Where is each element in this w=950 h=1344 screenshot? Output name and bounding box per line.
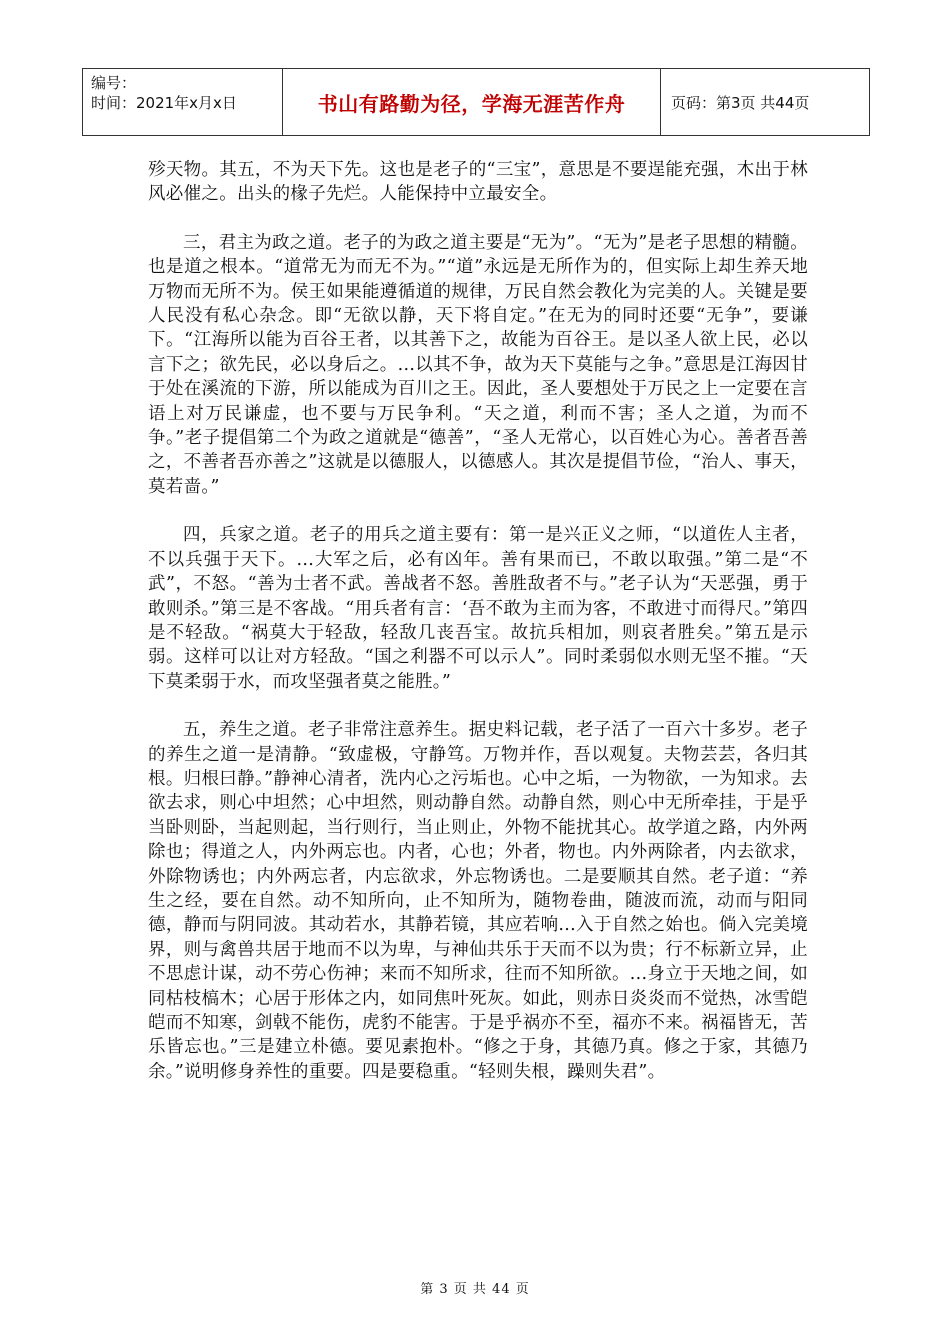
document-date-label: 时间：2021年x月x日: [91, 94, 237, 112]
paragraph-health: 五，养生之道。老子非常注意养生。据史料记载，老子活了一百六十多岁。老子的养生之道一是清静。“致虚极，守静笃。万物并作，吾以观复。夫物芸芸，各归其根。归根曰静。”静神心清者，洗内心之污垢也。心中之垢，一为物欲，一为知求。去欲去求，则心中坦然；心中坦然，则动静自然。动静自然，则心中无所牵挂，于是乎当卧则卧，当起则起，当行则行，当止则止，外物不能扰其心。故学道之路，内外两除也；得道之人，内外两忘也。内者，心也；外者，物也。内外两除者，内去欲求，外除物诱也；内外两忘者，内忘欲求，外忘物诱也。二是要顺其自然。老子道：“养生之经，要在自然。动不知所向，止不知所为，随物卷曲，随波而流，动而与阳同德，静而与阴同波。其动若水，其静若镜，其应若响...入于自然之始也。倘入完美境界，则与禽兽共居于地而不以为卑，与神仙共乐于天而不以为贵；行不标新立异，止不思虑计谋，动不劳心伤神；来而不知所求，往而不知所欲。...身立于天地之间，如同枯枝槁木；心居于形体之内，如同焦叶死灰。如此，则赤日炎炎而不觉热，冰雪皑皑而不知寒，剑戟不能伤，虎豹不能害。于是乎祸亦不至，福亦不来。祸福皆无，苦乐皆忘也。”三是建立朴德。要见素抱朴。“修之于身，其德乃真。修之于家，其德乃余。”说明修身养性的重要。四是要稳重。“轻则失根，躁则失君”。: [148, 720, 808, 1082]
paragraph-continuation: 殄天物。其五，不为天下先。这也是老子的“三宝”，意思是不要逞能充强，木出于林风必催之。出头的椽子先烂。人能保持中立最安全。: [148, 160, 808, 205]
header-motto: 书山有路勤为径，学海无涯苦作舟: [283, 69, 661, 135]
paragraph-military: 四，兵家之道。老子的用兵之道主要有：第一是兴正义之师，“以道佐人主者，不以兵强于天下。...大军之后，必有凶年。善有果而已，不敢以取强。”第二是“不武”，不怒。“善为士者不武。善战者不怒。善胜敌者不与。”老子认为“天恶强，勇于敢则杀。”第三是不客战。“用兵者有言：‘吾不敢为主而为客，不敢进寸而得尺。”第四是不轻敌。“祸莫大于轻敌，轻敌几丧吾宝。故抗兵相加，则哀者胜矣。”第五是示弱。这样可以让对方轻敌。“国之利器不可以示人”。同时柔弱似水则无坚不摧。“天下莫柔弱于水，而攻坚强者莫之能胜。”: [148, 525, 808, 692]
page-footer: 第 3 页 共 44 页: [420, 1282, 530, 1297]
header-info-cell: [83, 69, 283, 135]
document-body: [148, 158, 808, 1108]
header-table: [82, 68, 870, 136]
paragraph-governance: 三，君主为政之道。老子的为政之道主要是“无为”。“无为”是老子思想的精髓。也是道之根本。“道常无为而无不为。”“道”永远是无所作为的，但实际上却生养天地万物而无所不为。侯王如果能遵循道的规律，万民自然会教化为完美的人。关键是要人民没有私心杂念。即“无欲以静，天下将自定。”在无为的同时还要“无争”，要谦下。“江海所以能为百谷王者，以其善下之，故能为百谷王。是以圣人欲上民，必以言下之；欲先民，必以身后之。...以其不争，故为天下莫能与之争。”意思是江海因甘于处在溪流的下游，所以能成为百川之王。因此，圣人要想处于万民之上一定要在言语上对万民谦虚，也不要与万民争利。“天之道，利而不害；圣人之道，为而不争。”老子提倡第二个为政之道就是“德善”，“圣人无常心，以百姓心为心。善者吾善之，不善者吾亦善之”这就是以德服人，以德感人。其次是提倡节俭，“治人、事天，莫若啬。”: [148, 232, 808, 497]
document-number-label: 编号：: [91, 74, 137, 92]
header-page-info: 页码：第3页 共44页: [671, 93, 810, 112]
